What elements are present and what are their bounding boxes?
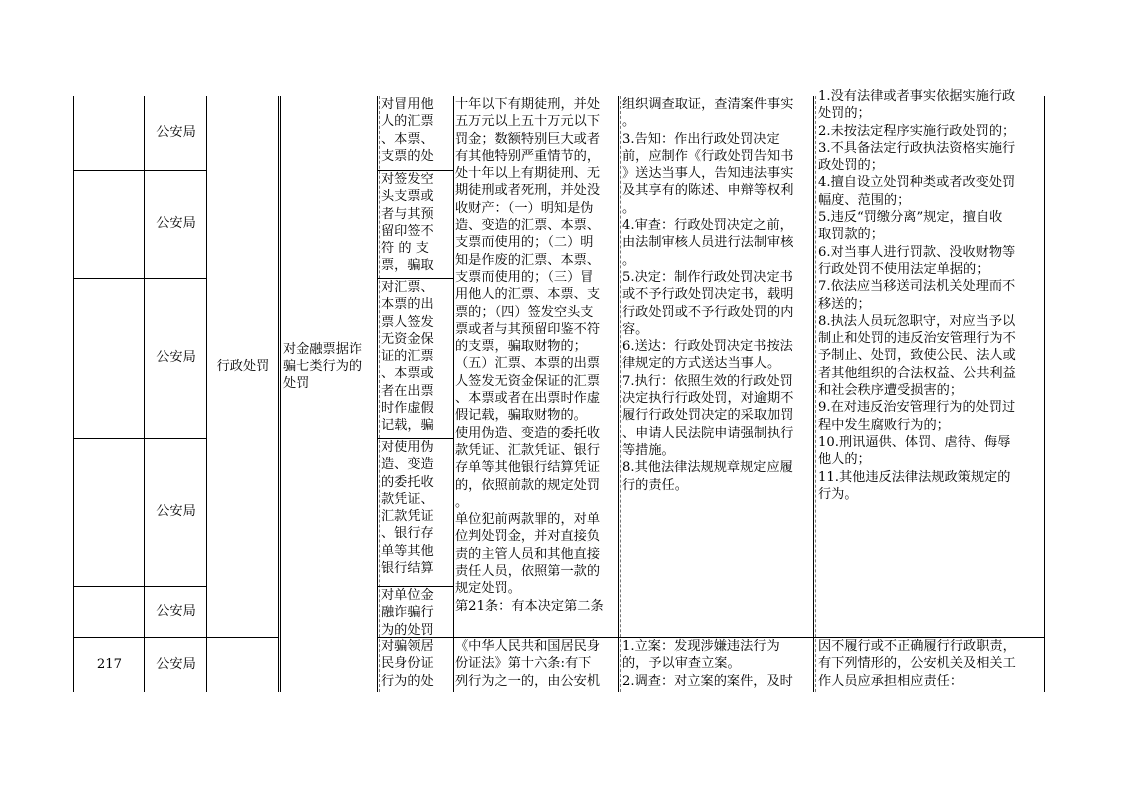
sub-item-cell: 对单位金 融诈骗行 为的处罚 [381,588,434,637]
process-cell: 1.立案：发现涉嫌违法行为 的，予以审查立案。 2.调查：对立案的案件，及时 [622,639,793,689]
grid-line [73,637,278,638]
grid-line [73,96,74,692]
sub-item-cell: 对使用伪 造、变造 的委托收 款凭证、 汇款凭证 、银行存 单等其他 银行结算 [381,440,434,577]
liability-cell: 1.没有法律或者事实依据实施行政 处罚的； 2.未按法定程序实施行政处罚的； 3.不具备法定行政执法资格实施行 政处罚的； 4.擅自设立处罚种类或者改变处罚 幅度、范围的； 5.违反“罚缴分离”规定，擅自收 取罚款的； 6.对当事人进行罚款、没收财物等 行政处罚不使用法定单据的； 7.依法应当移送司法机关处理而不 移送的； 8.执法人员玩忽职守，对应当予以 制止和处罚的违反治安管理行为不 予制止、处罚，致使公民、法人或 者其他组织的合法权益、公共利益 和社会秩序遭受损害的； 9.在对违反治安管理行为的处罚过 程中发生腐败行为的； 10.刑讯逼供、体罚、虐待、侮辱 他人的； 11.其他违反法律法规政策规定的 行为。 [818,89,1016,502]
grid-line [620,96,621,692]
grid-line [377,637,1045,638]
grid-line [815,96,816,692]
grid-line [278,96,279,692]
row-number-cell [74,170,145,278]
department-cell: 公安局 [156,350,196,366]
grid-line [377,170,454,171]
grid-line [379,96,380,692]
grid-line [377,96,378,692]
process-cell: 组织调查取证，查清案件事实 。 3.告知：作出行政处罚决定 前，应制作《行政处罚告知书 》送达当事人，告知违法事实 及其享有的陈述、申辩等权利 。 4.审查：行政处罚决定之前， 由法制审核人员进行法制审核 。 5.决定：制作行政处罚决定书 或不予行政处罚决定书，载明 行政处罚或不予行政处罚的内 容。 6.送达：行政处罚决定书按法 律规定的方式送达当事人。 7.执行：依照生效的行政处罚 决定执行行政处罚，对逾期不 履行行政处罚决定的采取加罚 、申请人民法院申请强制执行 等措施。 8.其他法律法规规章规定应履 行的责任。 [622,97,794,493]
item-name-cell: 对金融票据诈 骗七类行为的 处罚 [283,341,363,392]
sub-item-cell: 对骗领居 民身份证 行为的处 [381,639,434,689]
row-number-cell [74,278,145,438]
grid-line [377,438,454,439]
category-cell: 行政处罚 [216,358,270,374]
legal-basis-cell: 十年以下有期徒刑，并处 五万元以上五十万元以下 罚金；数额特别巨大或者 有其他特别严重情节的， 处十年以上有期徒刑、无 期徒刑或者死刑，并处没 收财产：（一）明知是伪 造、变造的汇票、本票、 支票而使用的；（二）明 知是作废的汇票、本票、 支票而使用的；（三）冒 用他人的汇票、本票、支 票的；（四）签发空头支 票或者与其预留印鉴不符 的支票，骗取财物的； （五）汇票、本票的出票 人签发无资金保证的汇票 、本票或者在出票时作虚 假记载，骗取财物的。 使用伪造、变造的委托收 款凭证、汇款凭证、银行 存单等其他银行结算凭证 的，依照前款的规定处罚 。 单位犯前两款罪的，对单 位判处罚金，并对直接负 责的主管人员和其他直接 责任人员，依照第一款的 规定处罚。 第21条：有本决定第二条 [455,97,604,614]
grid-line [73,278,207,279]
grid-line [206,96,207,692]
department-cell: 公安局 [156,216,196,232]
department-cell: 公安局 [156,603,196,619]
sub-item-cell: 对冒用他 人的汇票 、本票、 支票的处 [381,97,434,164]
row-number-cell [74,96,145,170]
row-number-cell: 217 [96,656,123,672]
row-number-cell [74,438,145,586]
row-number-cell [74,586,145,637]
grid-line [453,96,454,692]
grid-line [73,438,207,439]
department-cell: 公安局 [156,504,196,520]
grid-line [144,96,145,692]
liability-cell: 因不履行或不正确履行行政职责， 有下列情形的，公安机关及相关工 作人员应承担相应责任： [818,639,1016,689]
grid-line [813,96,814,692]
sub-item-cell: 对签发空 头支票或 者与其预 留印签不 符 的 支 票，骗取 [381,172,434,274]
grid-line [280,96,281,692]
grid-line [73,586,207,587]
sub-item-cell: 对汇票、 本票的出 票人签发 无资金保 证的汇票 、本票或 者在出票 时作虚假 记载，骗 [381,280,434,434]
grid-line [618,96,619,692]
legal-basis-cell: 《中华人民共和国居民身 份证法》第十六条:有下 列行为之一的，由公安机 [455,639,601,689]
grid-line [73,170,207,171]
grid-line [377,586,454,587]
grid-line [377,278,454,279]
grid-line [1044,96,1045,692]
department-cell: 公安局 [156,125,196,141]
department-cell: 公安局 [156,656,196,672]
